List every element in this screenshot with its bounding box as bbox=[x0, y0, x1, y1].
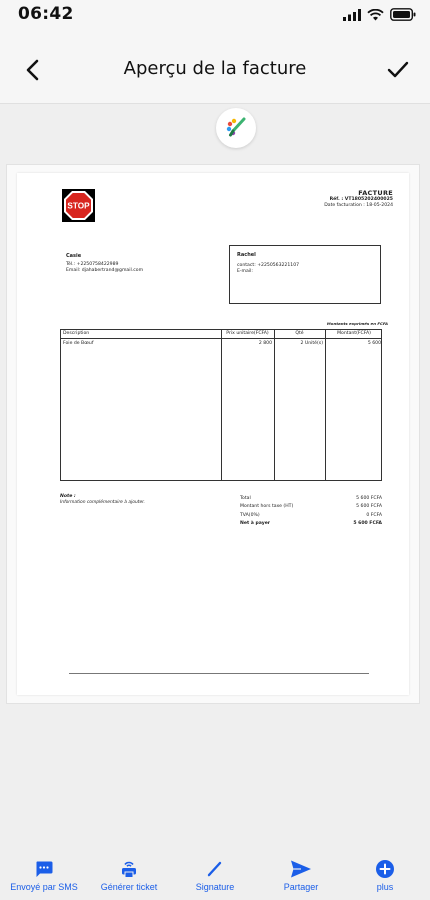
invoice-reference: Réf. : VT1805202400025 bbox=[329, 197, 393, 203]
signal-icon bbox=[343, 9, 361, 21]
footer-divider bbox=[69, 673, 369, 674]
signature-button[interactable] bbox=[190, 858, 240, 898]
net-to-pay-label: Net à payer bbox=[240, 520, 271, 526]
pen-icon bbox=[205, 859, 225, 879]
vat-label: TVA(0%) bbox=[240, 512, 260, 518]
palette-brush-icon bbox=[224, 116, 248, 140]
note-text: Information complémentaire à ajouter. bbox=[60, 500, 145, 506]
palette-button[interactable] bbox=[216, 108, 256, 148]
header-description: Description bbox=[63, 331, 90, 336]
page-title: Aperçu de la facture bbox=[123, 58, 307, 79]
row-amount: 5 600 bbox=[367, 341, 381, 346]
logo-text: STOP bbox=[67, 201, 90, 211]
status-time: 06:42 bbox=[18, 4, 74, 24]
generate-ticket-label: Générer ticket bbox=[100, 882, 158, 892]
client-info-box bbox=[229, 245, 381, 304]
sms-icon bbox=[35, 860, 53, 878]
row-description: Foie de Bœuf bbox=[63, 341, 94, 346]
vat-value: 0 FCFA bbox=[366, 512, 382, 518]
send-sms-label: Envoyé par SMS bbox=[10, 882, 78, 892]
totals-row bbox=[240, 521, 382, 529]
status-bar bbox=[0, 0, 430, 36]
wifi-icon bbox=[367, 9, 384, 21]
send-icon bbox=[290, 859, 312, 879]
header-amount: Montant(FCFA) bbox=[337, 331, 371, 336]
table-divider bbox=[274, 330, 275, 480]
totals-row bbox=[240, 504, 382, 512]
status-icons bbox=[343, 8, 416, 21]
more-label: plus bbox=[376, 882, 394, 892]
client-email: E-mail: bbox=[237, 268, 253, 274]
note-label: Note : bbox=[60, 494, 76, 499]
client-name: Rachel bbox=[237, 252, 256, 258]
row-quantity: 2 Unité(s) bbox=[300, 341, 323, 346]
invoice-document bbox=[17, 173, 409, 695]
share-button[interactable] bbox=[278, 858, 324, 898]
more-button[interactable] bbox=[368, 858, 402, 898]
signature-label: Signature bbox=[195, 882, 235, 892]
amount-currency-note: Montants exprimés en FCFA bbox=[326, 321, 388, 326]
seller-email: Email: djahabertrand@gmail.com bbox=[66, 267, 144, 273]
seller-name: Casie bbox=[66, 253, 82, 259]
totals-row bbox=[240, 513, 382, 521]
table-divider bbox=[325, 330, 326, 480]
stop-sign-icon bbox=[62, 189, 95, 222]
total-label: Total bbox=[240, 496, 251, 501]
invoice-date: Date facturation : 18-05-2024 bbox=[324, 202, 393, 208]
bottom-action-bar bbox=[0, 852, 430, 900]
invoice-title: FACTURE bbox=[358, 189, 393, 197]
battery-icon bbox=[390, 8, 416, 21]
header-unit-price: Prix unitaire(FCFA) bbox=[226, 331, 269, 336]
company-logo bbox=[62, 189, 95, 222]
check-icon bbox=[387, 61, 409, 79]
invoice-preview-frame bbox=[6, 164, 420, 704]
net-to-pay-value: 5 600 FCFA bbox=[353, 520, 382, 526]
invoice-totals bbox=[240, 496, 382, 529]
subtotal-ht-value: 5 600 FCFA bbox=[356, 504, 382, 510]
client-contact: contact: +2250563221107 bbox=[237, 262, 300, 268]
subtotal-ht-label: Montant hors taxe (HT) bbox=[240, 504, 294, 510]
header-quantity: Qté bbox=[295, 331, 304, 336]
share-label: Partager bbox=[283, 882, 319, 892]
printer-icon bbox=[119, 859, 139, 879]
total-value: 5 600 FCFA bbox=[356, 496, 382, 501]
plus-circle-icon bbox=[375, 859, 395, 879]
invoice-items-table bbox=[60, 329, 382, 481]
invoice-note bbox=[60, 494, 145, 507]
row-unit-price: 2 800 bbox=[258, 341, 272, 346]
seller-info bbox=[66, 253, 143, 274]
invoice-header bbox=[324, 189, 393, 209]
table-divider bbox=[221, 330, 222, 480]
seller-phone: Tél.: +2250758422989 bbox=[66, 261, 119, 267]
send-sms-button[interactable] bbox=[8, 858, 80, 898]
app-bar bbox=[0, 36, 430, 104]
generate-ticket-button[interactable] bbox=[96, 858, 162, 898]
confirm-button[interactable] bbox=[384, 56, 412, 84]
